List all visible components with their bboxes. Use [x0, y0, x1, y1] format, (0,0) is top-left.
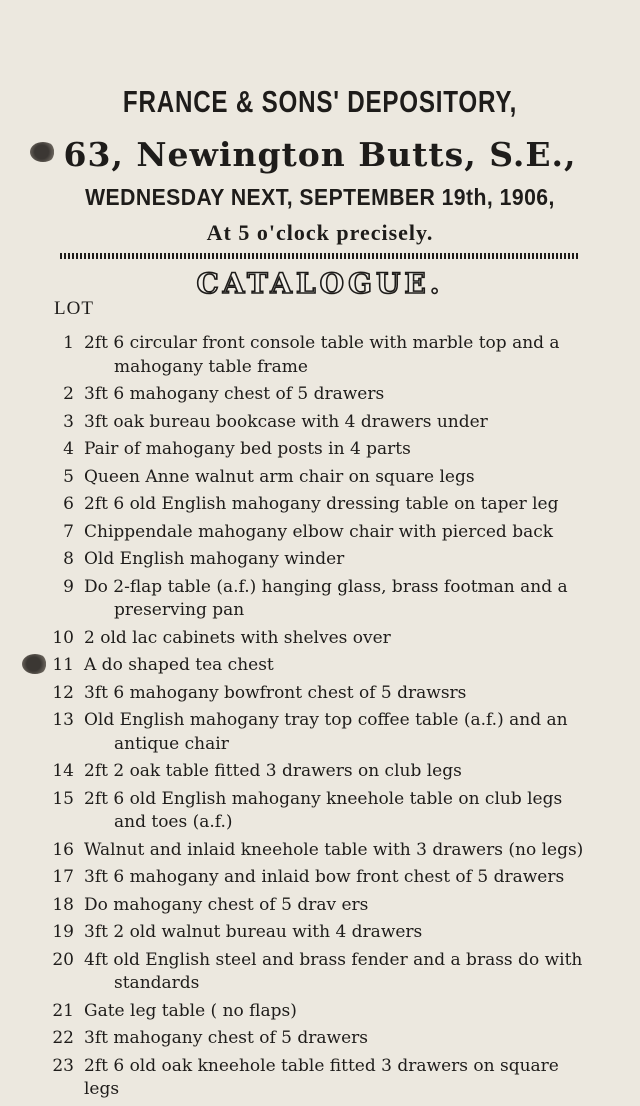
lot-number: 15: [52, 788, 74, 809]
lot-number: 21: [52, 1000, 74, 1021]
lot-description: [84, 466, 596, 490]
lot-text: 2 old lac cabinets with shelves over: [84, 627, 391, 648]
lot-number: 11: [52, 655, 74, 675]
lot-item: [0, 1027, 640, 1051]
lot-text: Old English mahogany winder: [84, 549, 345, 569]
lot-text: Do 2-flap table (a.f.) hanging glass, brass footman and a: [84, 576, 568, 597]
lot-description: [84, 411, 596, 435]
lot-text: Pair of mahogany bed posts in 4 parts: [84, 439, 411, 459]
lot-text: Do mahogany chest of 5 drav ers: [84, 894, 369, 915]
lot-text: Gate leg table ( no flaps): [84, 1000, 297, 1021]
lot-number: 14: [52, 761, 74, 781]
lot-number: 18: [52, 894, 74, 915]
lot-description: [84, 383, 596, 407]
lot-text: 2ft 2 oak table fitted 3 drawers on club legs: [84, 761, 462, 781]
lot-text: Old English mahogany tray top coffee table (a.f.) and an: [84, 710, 568, 730]
lot-text: 4ft old English steel and brass fender and a brass do with: [84, 949, 583, 970]
lot-number: 23: [52, 1055, 74, 1076]
lot-item: [0, 949, 640, 996]
lot-text: A do shaped tea chest: [84, 655, 274, 675]
lot-item: [0, 493, 640, 517]
lot-item: [0, 548, 640, 572]
lot-description: [84, 1055, 596, 1102]
lot-item: [0, 839, 640, 863]
lot-text: Chippendale mahogany elbow chair with pierced back: [84, 521, 554, 542]
lot-number: 10: [52, 627, 74, 648]
lot-item: [0, 682, 640, 706]
lot-item: [0, 654, 640, 678]
lot-number: 9: [63, 576, 74, 597]
lot-item: [0, 627, 640, 651]
lot-description: [84, 627, 596, 651]
lot-text: 2ft 6 old English mahogany dressing table on taper leg: [84, 494, 559, 514]
lot-description: [84, 760, 596, 784]
lot-text: Walnut and inlaid kneehole table with 3 drawers (no legs): [84, 839, 584, 860]
lot-text-continued: and toes (a.f.): [114, 812, 233, 832]
lot-description: [84, 709, 596, 756]
lot-number: 13: [52, 710, 74, 730]
lot-description: [84, 921, 596, 945]
lot-description: [84, 493, 596, 517]
lot-item: [0, 866, 640, 890]
lot-item: [0, 332, 640, 379]
lot-text: 3ft oak bureau bookcase with 4 drawers under: [84, 411, 488, 432]
lot-number: 16: [52, 839, 74, 860]
lot-text: 3ft 2 old walnut bureau with 4 drawers: [84, 922, 423, 942]
lot-text: 3ft 6 mahogany chest of 5 drawers: [84, 384, 385, 404]
lot-item: [0, 576, 640, 623]
lot-text-continued: preserving pan: [114, 600, 245, 620]
lot-item: [0, 709, 640, 756]
lot-description: [84, 521, 596, 545]
lot-number: 1: [63, 333, 74, 353]
lot-number: 6: [63, 494, 74, 514]
lot-item: [0, 383, 640, 407]
lot-number: 19: [52, 922, 74, 942]
lot-item: [0, 760, 640, 784]
lot-text: 3ft mahogany chest of 5 drawers: [84, 1028, 369, 1048]
lot-number: 8: [63, 549, 74, 569]
sale-date: WEDNESDAY NEXT, SEPTEMBER 19th, 1906,: [85, 184, 555, 210]
lot-text: 3ft 6 mahogany bowfront chest of 5 drawsrs: [84, 682, 467, 703]
lot-number: 3: [63, 411, 74, 432]
lot-description: [84, 894, 596, 918]
lot-item: [0, 788, 640, 835]
catalogue-title: CATALOGUE.: [196, 267, 444, 300]
lot-text: 2ft 6 circular front console table with marble top and a: [84, 333, 560, 353]
lot-item: [0, 438, 640, 462]
lot-description: [84, 548, 596, 572]
lot-number: 5: [63, 466, 74, 487]
lot-text: 2ft 6 old English mahogany kneehole table on club legs: [84, 788, 563, 809]
lot-number: 4: [63, 439, 74, 459]
lot-number: 12: [52, 682, 74, 703]
lot-text-continued: antique chair: [114, 733, 229, 754]
lot-description: [84, 682, 596, 706]
address: 63, Newington Butts, S.E.,: [63, 135, 577, 174]
depository-name: FRANCE & SONS' DEPOSITORY,: [122, 84, 518, 119]
lot-item: [0, 894, 640, 918]
lot-description: [84, 332, 596, 379]
lot-description: [84, 1000, 596, 1024]
lot-item: [0, 521, 640, 545]
lot-text: 3ft 6 mahogany and inlaid bow front chest of 5 drawers: [84, 867, 565, 887]
lot-list: [0, 332, 640, 1106]
lot-description: [84, 949, 596, 996]
lot-number: 7: [63, 521, 74, 542]
decorative-divider: [60, 253, 580, 259]
lot-item: [0, 1000, 640, 1024]
lot-description: [84, 839, 596, 863]
lot-text-continued: mahogany table frame: [114, 356, 308, 377]
sale-time: At 5 o'clock precisely.: [206, 220, 434, 245]
lot-item: [0, 466, 640, 490]
lot-description: [84, 1027, 596, 1051]
lot-text: 2ft 6 old oak kneehole table fitted 3 drawers on square legs: [84, 1055, 559, 1099]
lot-item: [0, 921, 640, 945]
lot-number: 2: [63, 384, 74, 404]
lot-description: [84, 654, 596, 678]
lot-number: 22: [52, 1028, 74, 1048]
lot-text-continued: standards: [114, 973, 200, 993]
lot-column-header: LOT: [54, 298, 94, 319]
lot-item: [0, 1055, 640, 1102]
lot-text: Queen Anne walnut arm chair on square legs: [84, 466, 475, 487]
lot-description: [84, 438, 596, 462]
lot-description: [84, 866, 596, 890]
lot-description: [84, 576, 596, 623]
lot-description: [84, 788, 596, 835]
lot-number: 20: [52, 949, 74, 970]
lot-item: [0, 411, 640, 435]
lot-number: 17: [52, 867, 74, 887]
